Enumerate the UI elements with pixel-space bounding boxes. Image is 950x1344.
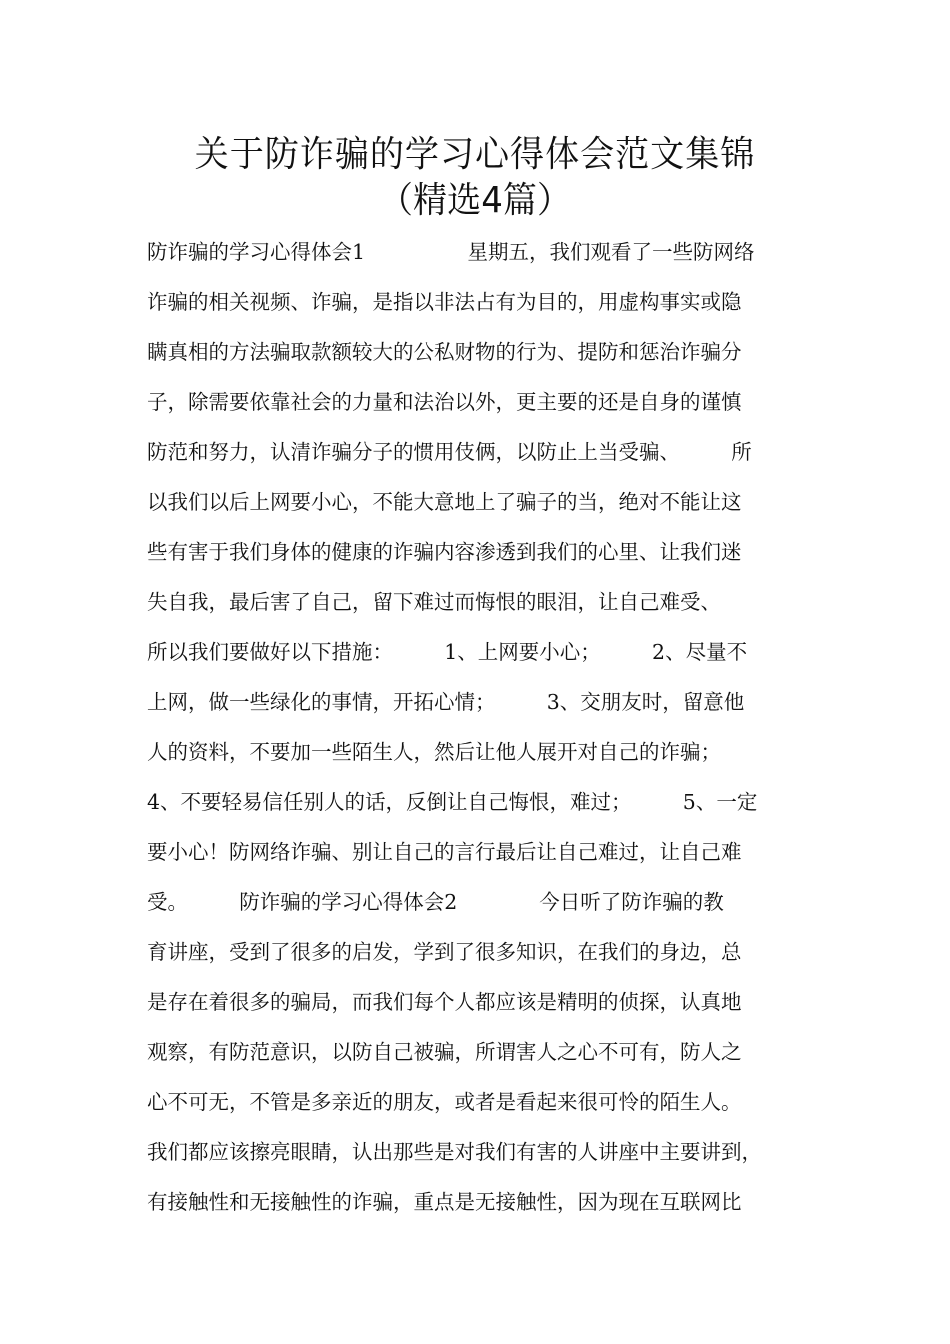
body-text-line: 防范和努力，认清诈骗分子的惯用伎俩，以防止上当受骗、 所 xyxy=(147,440,752,464)
body-text-line: 人的资料，不要加一些陌生人，然后让他人展开对自己的诈骗； xyxy=(147,740,721,764)
body-text-line: 心不可无，不管是多亲近的朋友，或者是看起来很可怜的陌生人。 xyxy=(147,1090,742,1114)
body-text-line: 失自我，最后害了自己，留下难过而悔恨的眼泪，让自己难受、 xyxy=(147,590,721,614)
body-text-line: 上网，做一些绿化的事情，开拓心情； 3、交朋友时，留意他 xyxy=(147,690,745,714)
document-title-line-2: （精选4篇） xyxy=(378,180,572,221)
body-text-line: 4、不要轻易信任别人的话，反倒让自己悔恨，难过； 5、一定 xyxy=(147,790,758,814)
body-text-line: 受。 防诈骗的学习心得体会2 今日听了防诈骗的教 xyxy=(147,890,724,914)
body-text-line: 育讲座，受到了很多的启发，学到了很多知识，在我们的身边，总 xyxy=(147,940,742,964)
document-title-line-1: 关于防诈骗的学习心得体会范文集锦 xyxy=(194,134,756,175)
body-text-line: 防诈骗的学习心得体会1 星期五，我们观看了一些防网络 xyxy=(147,240,755,264)
body-text-line: 是存在着很多的骗局，而我们每个人都应该是精明的侦探，认真地 xyxy=(147,990,742,1014)
body-text-line: 诈骗的相关视频、诈骗，是指以非法占有为目的，用虚构事实或隐 xyxy=(147,290,742,314)
body-text-line: 有接触性和无接触性的诈骗，重点是无接触性，因为现在互联网比 xyxy=(147,1190,742,1214)
body-text-line: 观察，有防范意识，以防自己被骗，所谓害人之心不可有，防人之 xyxy=(147,1040,742,1064)
body-text-line: 所以我们要做好以下措施： 1、上网要小心； 2、尽量不 xyxy=(147,640,748,664)
body-text-line: 以我们以后上网要小心，不能大意地上了骗子的当，绝对不能让这 xyxy=(147,490,742,514)
body-text-line: 子，除需要依靠社会的力量和法治以外，更主要的还是自身的谨慎 xyxy=(147,390,742,414)
body-text-line: 瞒真相的方法骗取款额较大的公私财物的行为、提防和惩治诈骗分 xyxy=(147,340,742,364)
body-text-line: 些有害于我们身体的健康的诈骗内容渗透到我们的心里、让我们迷 xyxy=(147,540,742,564)
body-text-line: 我们都应该擦亮眼睛，认出那些是对我们有害的人讲座中主要讲到， xyxy=(147,1140,762,1164)
body-text-line: 要小心！防网络诈骗、别让自己的言行最后让自己难过，让自己难 xyxy=(147,840,742,864)
